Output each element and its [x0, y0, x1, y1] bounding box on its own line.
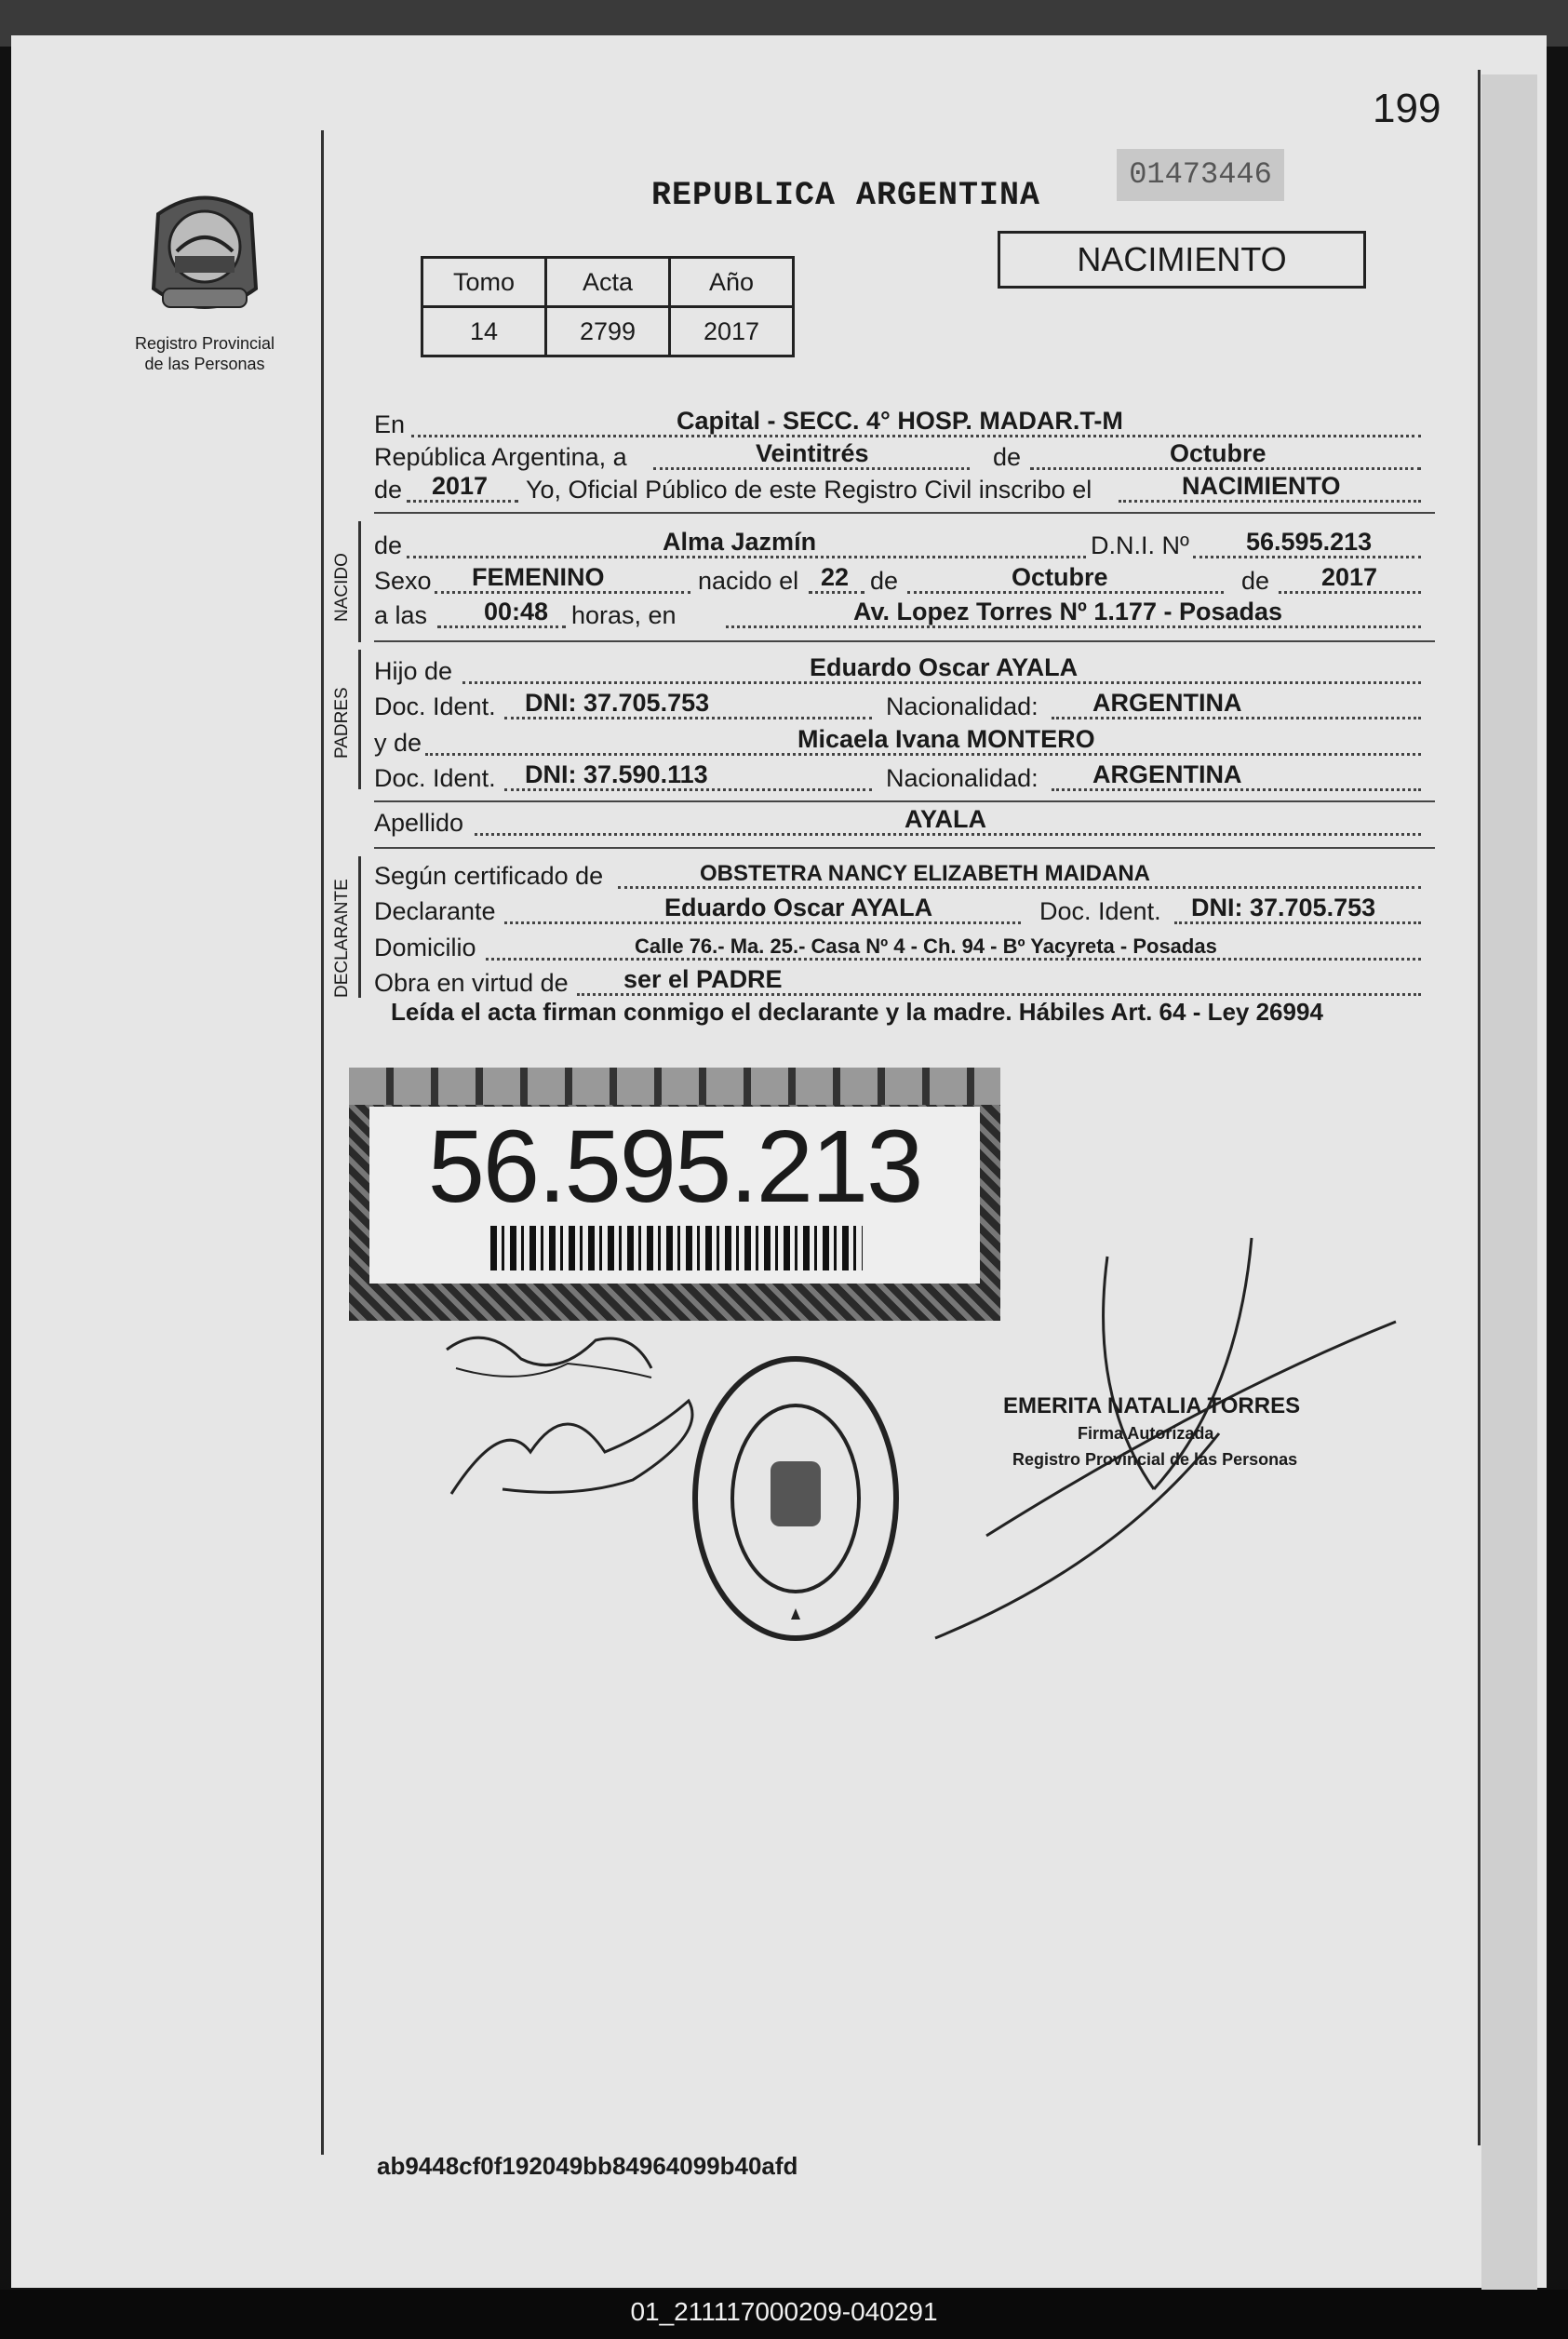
value-surname: AYALA — [905, 805, 987, 833]
value-declarant: Eduardo Oscar AYALA — [664, 894, 933, 921]
value-birth-year: 2017 — [1321, 563, 1378, 591]
page-number: 199 — [1373, 86, 1441, 131]
value-name: Alma Jazmín — [663, 528, 817, 556]
logo-caption-line1: Registro Provincial — [134, 334, 275, 353]
side-label-nacido: NACIDO — [332, 553, 352, 622]
value-doc-declarant: DNI: 37.705.753 — [1191, 894, 1376, 921]
value-sexo: FEMENINO — [472, 563, 605, 591]
value-birth-month: Octubre — [1012, 563, 1108, 591]
value-mother: Micaela Ivana MONTERO — [797, 725, 1095, 753]
label-hijo-de: Hijo de — [374, 657, 453, 685]
label-doc1: Doc. Ident. — [374, 692, 496, 720]
value-doc-mother: DNI: 37.590.113 — [525, 760, 708, 788]
scan-file-id: 01_211117000209-040291 — [630, 2297, 938, 2326]
label-oficial: Yo, Oficial Público de este Registro Civil inscribo el — [526, 476, 1092, 504]
label-sexo: Sexo — [374, 567, 432, 595]
record-type-box: NACIMIENTO — [998, 231, 1366, 289]
label-nac2: Nacionalidad: — [886, 764, 1039, 792]
serial-number: 01473446 — [1117, 149, 1284, 201]
value-capacity: ser el PADRE — [623, 965, 783, 993]
value-acta: 2799 — [546, 307, 670, 356]
label-declarante: Declarante — [374, 897, 496, 925]
header-anio: Año — [670, 258, 794, 307]
label-dni: D.N.I. Nº — [1091, 531, 1189, 559]
value-father: Eduardo Oscar AYALA — [810, 653, 1079, 681]
official-title: Firma Autorizada — [1078, 1424, 1214, 1443]
side-label-declarante: DECLARANTE — [332, 879, 352, 998]
label-de: de — [993, 443, 1022, 471]
label-domicilio: Domicilio — [374, 934, 476, 961]
value-anio: 2017 — [670, 307, 794, 356]
document-title: REPUBLICA ARGENTINA — [651, 177, 1041, 214]
value-certificate: OBSTETRA NANCY ELIZABETH MAIDANA — [700, 861, 1150, 886]
header-tomo: Tomo — [422, 258, 546, 307]
value-address: Calle 76.- Ma. 25.- Casa Nº 4 - Ch. 94 - Bº Yacyreta - Posadas — [635, 934, 1217, 958]
value-day-text: Veintitrés — [756, 439, 869, 467]
label-y-de: y de — [374, 729, 422, 757]
value-month: Octubre — [1170, 439, 1266, 467]
value-place: Capital - SECC. 4° HOSP. MADAR.T-M — [677, 407, 1123, 435]
label-obra: Obra en virtud de — [374, 969, 569, 997]
official-seal-icon — [689, 1350, 903, 1647]
closing-statement: Leída el acta firman conmigo el declarante y la madre. Hábiles Art. 64 - Ley 26994 — [391, 998, 1323, 1026]
label-apellido: Apellido — [374, 809, 464, 837]
label-horas-en: horas, en — [571, 601, 677, 629]
value-birth-day: 22 — [821, 563, 850, 591]
official-office: Registro Provincial de las Personas — [1012, 1450, 1298, 1469]
value-year: 2017 — [432, 472, 489, 500]
value-nationality-father: ARGENTINA — [1092, 689, 1242, 717]
label-a-las: a las — [374, 601, 428, 629]
label-doc2: Doc. Ident. — [374, 764, 496, 792]
label-republica: República Argentina, a — [374, 443, 627, 471]
label-de4: de — [870, 567, 899, 595]
label-en: En — [374, 410, 406, 438]
value-dni: 56.595.213 — [1246, 528, 1373, 556]
official-name: EMERITA NATALIA TORRES — [1003, 1393, 1301, 1418]
label-nacido: nacido el — [698, 567, 799, 595]
value-tomo: 14 — [422, 307, 546, 356]
header-acta: Acta — [546, 258, 670, 307]
label-nac1: Nacionalidad: — [886, 692, 1039, 720]
label-de3: de — [374, 531, 403, 559]
label-doc3: Doc. Ident. — [1039, 897, 1161, 925]
document-hash: ab9448cf0f192049bb84964099b40afd — [377, 2152, 798, 2180]
label-de5: de — [1241, 567, 1270, 595]
value-doc-father: DNI: 37.705.753 — [525, 689, 710, 717]
label-certificado: Según certificado de — [374, 862, 604, 890]
value-birthplace: Av. Lopez Torres Nº 1.177 - Posadas — [853, 598, 1283, 625]
dni-sticker-number: 56.595.213 — [427, 1109, 922, 1224]
side-label-padres: PADRES — [332, 687, 352, 759]
logo-caption-line2: de las Personas — [144, 355, 265, 373]
value-hour: 00:48 — [484, 598, 549, 625]
value-inscribe: NACIMIENTO — [1182, 472, 1341, 500]
label-de2: de — [374, 476, 403, 504]
value-nationality-mother: ARGENTINA — [1092, 760, 1242, 788]
